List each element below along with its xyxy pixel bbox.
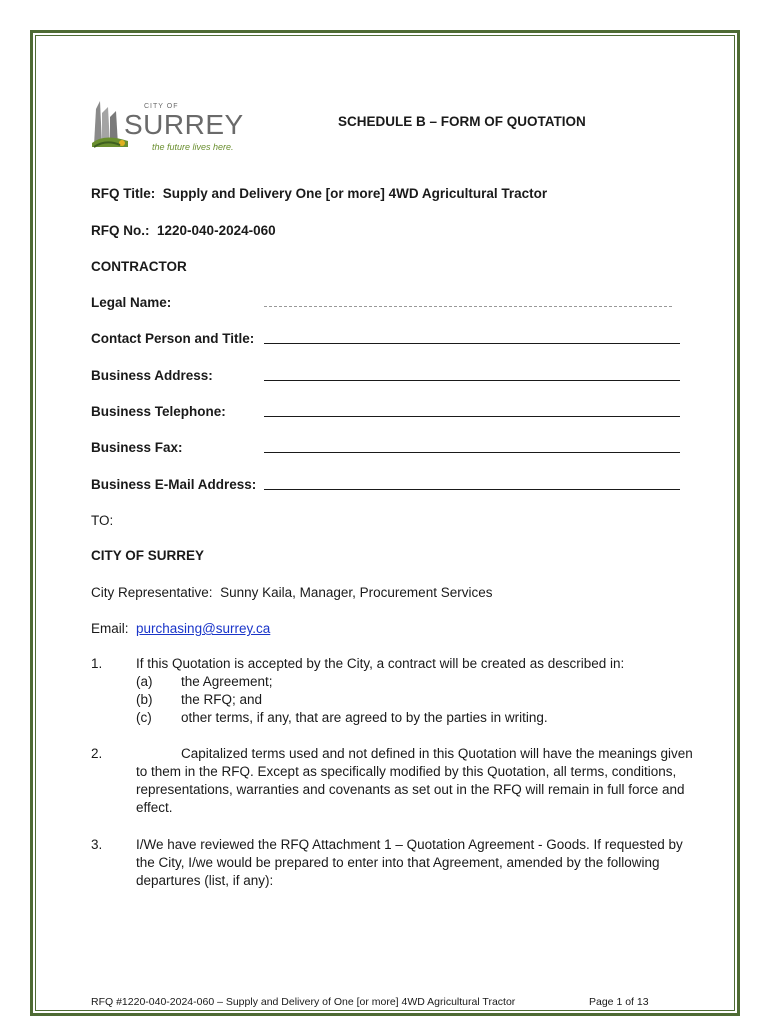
footer-document-reference: RFQ #1220-040-2024-060 – Supply and Delivery of One [or more] 4WD Agricultural Tractor xyxy=(91,996,516,1008)
rfq-no-row xyxy=(91,222,276,240)
city-rep-label: City Representative: xyxy=(91,585,213,600)
logo-city-of: CITY OF xyxy=(144,103,179,110)
clause-2-text: Capitalized terms used and not defined in this Quotation will have the meanings given to them in the RFQ. Except as specifically modified by this Quotation, all terms, conditions, representations, warranties and covenants as set out in the RFQ will remain in full force and effect. xyxy=(136,746,693,815)
business-email-line[interactable] xyxy=(264,489,680,490)
clause-3-text: I/We have reviewed the RFQ Attachment 1 – Quotation Agreement - Goods. If requested by the City, I/we would be prepared to enter into that Agreement, amended by the following departures (list, if any): xyxy=(136,837,683,888)
field-label-business-email: Business E-Mail Address: xyxy=(91,477,257,492)
to-label: TO: xyxy=(91,513,114,528)
rfq-no-value: 1220-040-2024-060 xyxy=(157,223,276,238)
field-label-business-address: Business Address: xyxy=(91,368,213,383)
rfq-title-value: Supply and Delivery One [or more] 4WD Agricultural Tractor xyxy=(162,186,548,201)
contractor-heading: CONTRACTOR xyxy=(91,259,187,274)
logo-surrey: SURREY xyxy=(124,109,244,140)
clause-3-number: 3. xyxy=(91,837,103,852)
rfq-title-row xyxy=(91,185,547,203)
city-heading: CITY OF SURREY xyxy=(91,548,205,563)
logo-tagline: the future lives here. xyxy=(152,142,234,152)
business-address-line[interactable] xyxy=(264,380,680,381)
email-label: Email: xyxy=(91,621,129,636)
rfq-no-label: RFQ No.: xyxy=(91,223,150,238)
clause-1-text: If this Quotation is accepted by the City, a contract will be created as described in: xyxy=(136,656,625,671)
email-row xyxy=(91,620,270,638)
clause-1-item-c-mark: (c) xyxy=(136,710,152,725)
contact-person-line[interactable] xyxy=(264,343,680,344)
field-label-business-telephone: Business Telephone: xyxy=(91,404,226,419)
city-rep-value: Sunny Kaila, Manager, Procurement Services xyxy=(220,585,493,600)
email-link[interactable]: purchasing@surrey.ca xyxy=(136,621,271,636)
clause-1-number: 1. xyxy=(91,656,103,671)
footer-page-number: Page 1 of 13 xyxy=(589,996,649,1008)
field-label-business-fax: Business Fax: xyxy=(91,440,183,455)
city-of-surrey-logo xyxy=(90,97,244,159)
clause-1-item-c-text: other terms, if any, that are agreed to by the parties in writing. xyxy=(181,710,548,725)
clause-1-item-b-text: the RFQ; and xyxy=(181,692,263,707)
rfq-title-label: RFQ Title: xyxy=(91,186,156,201)
field-label-legal-name: Legal Name: xyxy=(91,295,172,310)
field-label-contact-person: Contact Person and Title: xyxy=(91,331,255,346)
schedule-title: SCHEDULE B – FORM OF QUOTATION xyxy=(338,114,586,129)
clause-1-item-a-text: the Agreement; xyxy=(181,674,273,689)
clause-1-item-a-mark: (a) xyxy=(136,674,153,689)
clause-2-number: 2. xyxy=(91,746,103,761)
business-fax-line[interactable] xyxy=(264,452,680,453)
business-telephone-line[interactable] xyxy=(264,416,680,417)
city-representative-row xyxy=(91,584,492,602)
clause-1-item-b-mark: (b) xyxy=(136,692,153,707)
legal-name-line[interactable] xyxy=(264,306,672,307)
